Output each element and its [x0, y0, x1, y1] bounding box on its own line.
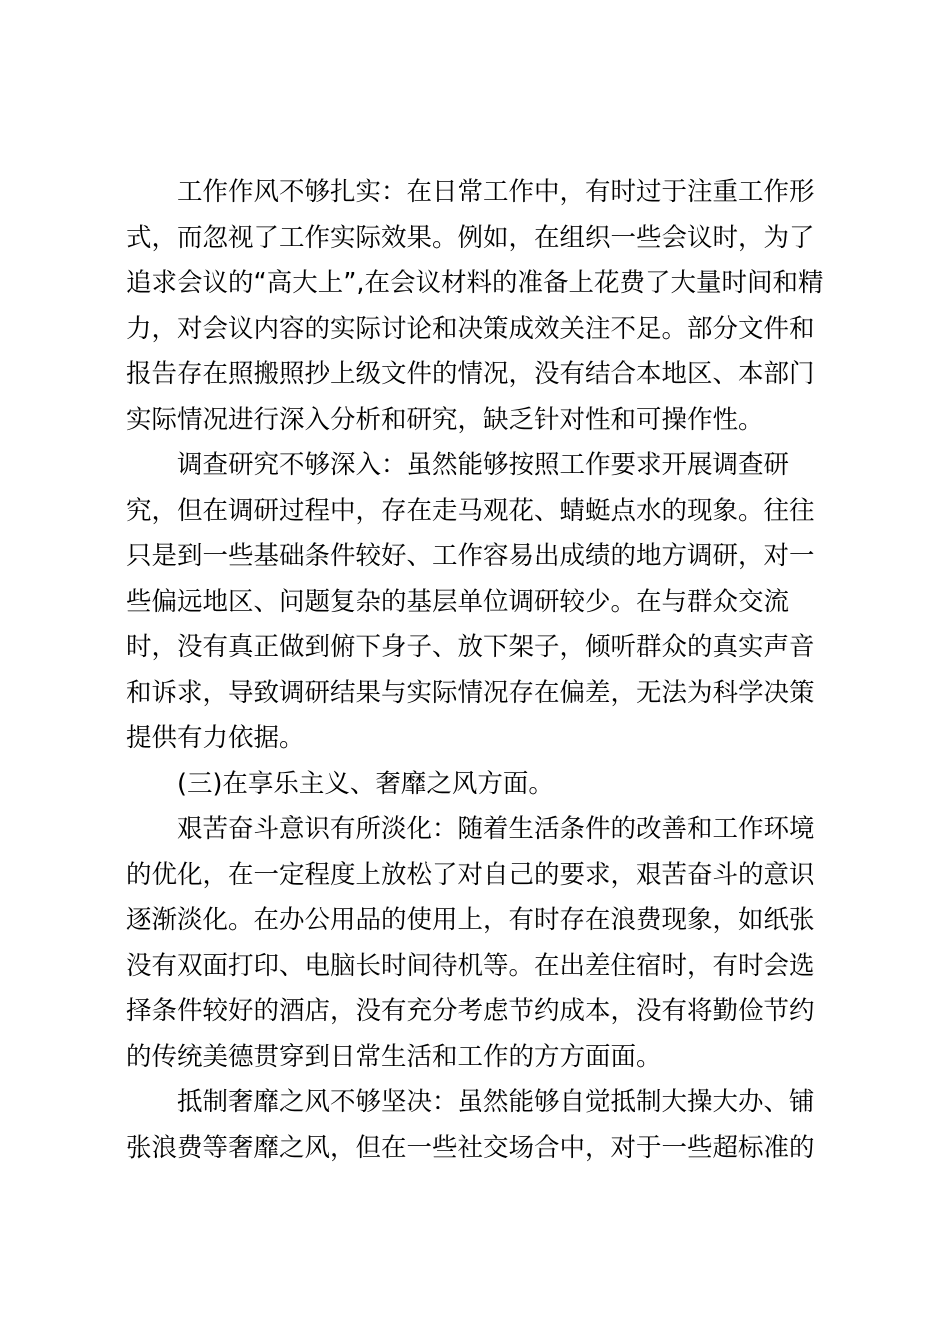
text-line: 些偏远地区、问题复杂的基层单位调研较少。在与群众交流 — [126, 586, 790, 617]
text-line: 提供有力依据。 — [126, 723, 305, 753]
paragraph-research — [126, 443, 826, 762]
paragraph-extravagance — [126, 1080, 826, 1171]
text-line: (三)在享乐主义、奢靡之风方面。 — [177, 768, 554, 799]
text-line: 追求会议的“高大上”,在会议材料的准备上花费了大量时间和精 — [126, 268, 824, 298]
text-line: 究，但在调研过程中，存在走马观花、蜻蜓点水的现象。往往 — [126, 495, 815, 526]
text-line: 的传统美德贯穿到日常生活和工作的方方面面。 — [126, 1041, 662, 1072]
text-line: 调查研究不够深入：虽然能够按照工作要求开展调查研 — [177, 450, 790, 480]
text-line: 实际情况进行深入分析和研究，缺乏针对性和可操作性。 — [126, 404, 764, 435]
text-line: 工作作风不够扎实：在日常工作中，有时过于注重工作形 — [177, 177, 815, 207]
text-line: 式，而忽视了工作实际效果。例如，在组织一些会议时，为了 — [126, 222, 815, 253]
text-line: 择条件较好的酒店，没有充分考虑节约成本，没有将勤俭节约 — [126, 996, 815, 1026]
text-line: 抵制奢靡之风不够坚决：虽然能够自觉抵制大操大办、铺 — [177, 1087, 815, 1117]
paragraph-hard-work — [126, 807, 826, 1080]
section-heading — [126, 762, 826, 808]
text-line: 张浪费等奢靡之风，但在一些社交场合中，对于一些超标准的 — [126, 1132, 815, 1163]
text-line: 报告存在照搬照抄上级文件的情况，没有结合本地区、本部门 — [126, 359, 815, 389]
text-line: 力，对会议内容的实际讨论和决策成效关注不足。部分文件和 — [126, 313, 815, 344]
text-line: 艰苦奋斗意识有所淡化：随着生活条件的改善和工作环境 — [177, 814, 815, 844]
paragraph-work-style — [126, 170, 826, 443]
text-line: 的优化，在一定程度上放松了对自己的要求，艰苦奋斗的意识 — [126, 859, 815, 890]
text-line: 只是到一些基础条件较好、工作容易出成绩的地方调研，对一 — [126, 541, 815, 571]
text-line: 时，没有真正做到俯下身子、放下架子，倾听群众的真实声音 — [126, 632, 815, 662]
text-line: 和诉求，导致调研结果与实际情况存在偏差，无法为科学决策 — [126, 677, 815, 708]
text-line: 逐渐淡化。在办公用品的使用上，有时存在浪费现象，如纸张 — [126, 905, 815, 935]
document-body — [126, 170, 826, 1171]
text-line: 没有双面打印、电脑长时间待机等。在出差住宿时，有时会选 — [126, 950, 815, 981]
